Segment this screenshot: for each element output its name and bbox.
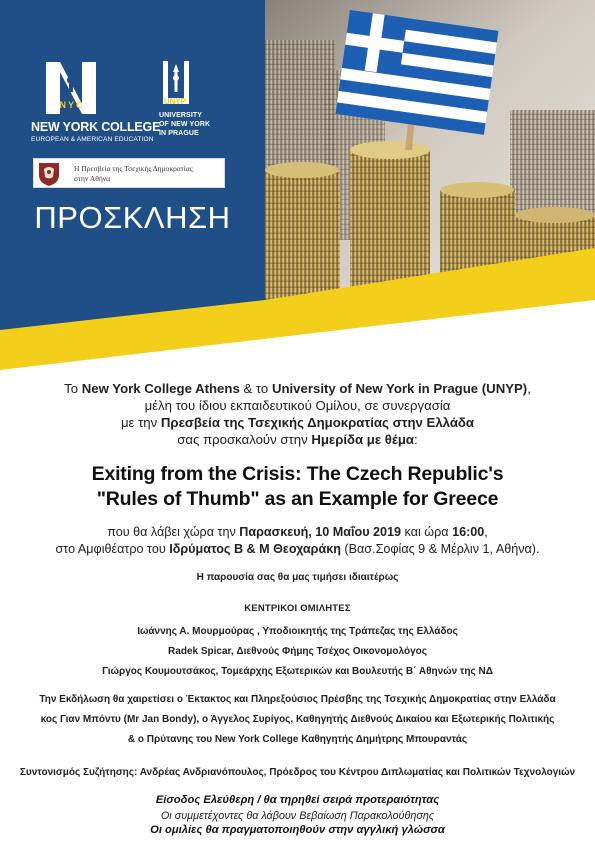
- datetime-line: που θα λάβει χώρα την Παρασκευή, 10 Μαΐου 2019 και ώρα 16:00,: [107, 525, 488, 539]
- speaker-item: Γιώργος Κουμουτσάκος, Τομεάρχης Εξωτερικών και Βουλευτής Β΄ Αθηνών της ΝΔ: [102, 666, 493, 677]
- greeting-line: Την Εκδήλωση θα χαιρετίσει ο Έκτακτος και Πληρεξούσιος Πρέσβης της Τσεχικής Δημοκρατίας στην Ελλάδα: [39, 694, 556, 705]
- nyc-name: NEW YORK COLLEGE: [31, 120, 161, 134]
- moderator-line: Συντονισμός Συζήτησης: Ανδρέας Ανδριανόπουλος, Πρόεδρος του Κέντρου Διπλωματίας και Πολιτικών Τεχνολογιών: [19, 767, 576, 778]
- intro-line-2: μέλη του ίδιου εκπαιδευτικού Ομίλου, σε συνεργασία: [144, 398, 451, 413]
- unyp-line-3: IN PRAGUE: [159, 130, 199, 137]
- embassy-line-1: Η Πρεσβεία της Τσεχικής Δημοκρατίας: [74, 164, 193, 173]
- embassy-line-2: στην Αθήνα: [74, 174, 111, 183]
- greeting-line: κος Γιαν Μπόντυ (Mr Jan Bondy), ο Άγγελος Συρίγος, Καθηγητής Διεθνούς Δικαίου και Εξωτερικής Πολιτικής: [40, 714, 555, 725]
- speakers-heading: ΚΕΝΤΡΙΚΟΙ ΟΜΙΛΗΤΕΣ: [244, 603, 351, 614]
- intro-line-3: με την Πρεσβεία της Τσεχικής Δημοκρατίας στην Ελλάδα: [120, 415, 475, 430]
- greeting-line: & ο Πρύτανης του New York College Καθηγητής Δημήτρης Μπουραντάς: [127, 734, 468, 745]
- event-title: [0, 462, 595, 512]
- unyp-line-1: UNIVERSITY: [159, 112, 203, 119]
- intro-paragraph: [0, 380, 595, 448]
- unyp-full-name: University of New York in Prague (UNYP): [271, 381, 528, 396]
- unyp-logo-letters: UNYP: [163, 97, 187, 106]
- greeting-paragraph: [0, 690, 595, 750]
- speaker-item: Radek Spicar, Διεθνούς Φήμης Τσέχος Οικονομολόγος: [168, 646, 427, 657]
- free-entry-note: Είσοδος Ελεύθερη / θα τηρηθεί σειρά προτεραιότητας: [155, 794, 440, 806]
- nyc-logo-letters: NYC: [59, 100, 85, 110]
- embassy-logo: [33, 158, 225, 188]
- header-banner: [0, 0, 595, 370]
- venue-line: στο Αμφιθέατρο του Ιδρύματος Β & Μ Θεοχαράκη (Βασ.Σοφίας 9 & Μέρλιν 1, Αθήνα).: [55, 542, 540, 556]
- event-time: 16:00: [452, 525, 485, 539]
- event-datetime: [0, 524, 595, 558]
- language-note: Οι ομιλίες θα πραγματοποιηθούν στην αγγλική γλώσσα: [150, 824, 445, 836]
- invitation-title: ΠΡΟΣΚΛΗΣΗ: [34, 200, 231, 235]
- certificate-note: Οι συμμετέχοντες θα λάβουν Βεβαίωση Παρακολούθησης: [160, 810, 435, 822]
- event-title-line-2: "Rules of Thumb" as an Example for Greece: [96, 488, 499, 510]
- nyc-athens-name: New York College Athens: [81, 381, 240, 396]
- event-address: (Βασ.Σοφίας 9 & Μέρλιν 1, Αθήνα).: [340, 542, 540, 556]
- intro-line-4: σας προσκαλούν στην Ημερίδα με θέμα:: [177, 432, 418, 447]
- czech-emblem-icon: [37, 161, 61, 187]
- unyp-line-2: OF NEW YORK: [159, 121, 211, 128]
- honor-note: Η παρουσία σας θα μας τιμήσει ιδιαιτέρως: [196, 572, 399, 583]
- event-title-line-1: Exiting from the Crisis: The Czech Republic's: [91, 463, 504, 485]
- nyc-tagline: EUROPEAN & AMERICAN EDUCATION: [31, 136, 154, 143]
- event-venue: Ιδρύματος Β & Μ Θεοχαράκη: [169, 542, 341, 556]
- event-day: Παρασκευή, 10 Μαΐου 2019: [239, 525, 402, 539]
- speaker-item: Ιωάννης Α. Μουρμούρας , Υποδιοικητής της Τράπεζας της Ελλάδος: [137, 626, 458, 637]
- intro-line-1: Το New York College Athens & το University of New York in Prague (UNYP),: [64, 381, 531, 396]
